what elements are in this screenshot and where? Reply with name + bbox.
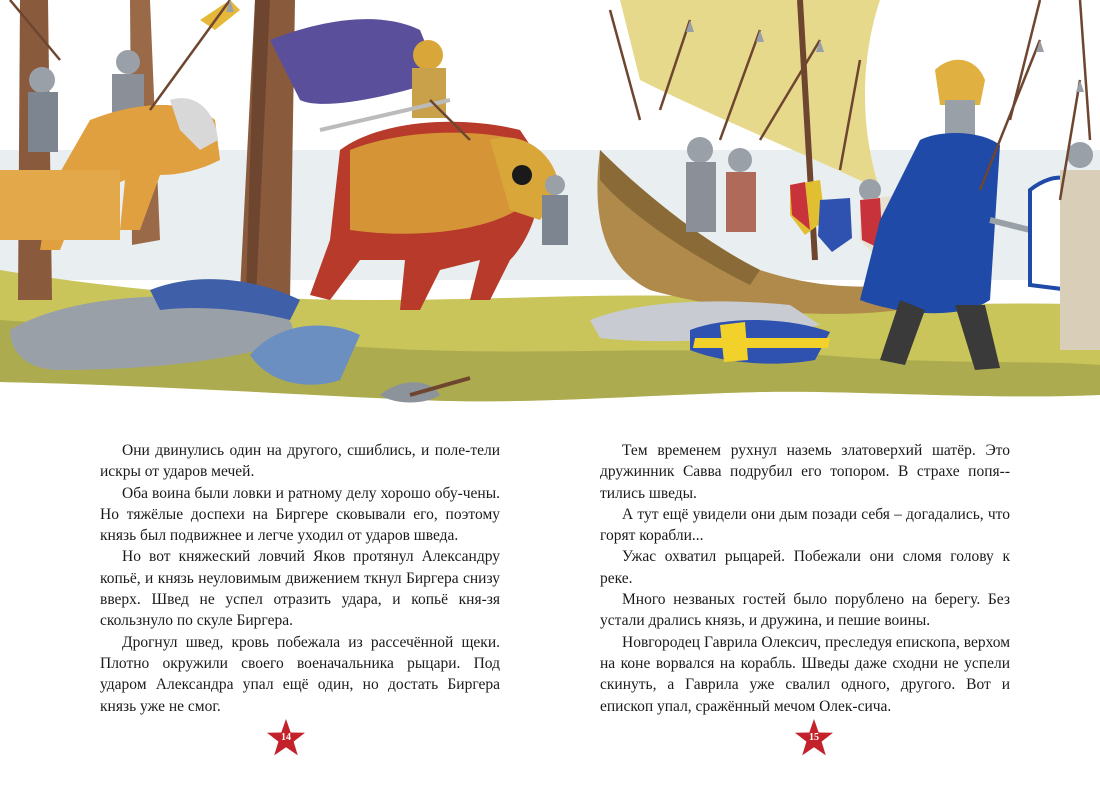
page-number: 14 [281,732,291,743]
paragraph: Но вот княжеский ловчий Яков протянул Александру копьё, и князь неуловимым движением ткнул Биргера снизу вверх. Швед не успел отразить удара, и копьё кня-зя скользнуло по скуле Биргера. [100,548,500,630]
page-number-badge-right [794,718,834,758]
paragraph: Много незваных гостей было порублено на берегу. Без устали дрались князь, и дружина, и пешие воины. [600,591,1010,630]
right-page-text [600,440,1010,717]
paragraph: А тут ещё увидели они дым позади себя – догадались, что горят корабли... [600,505,1010,545]
paragraph: Новгородец Гаврила Олексич, преследуя епископа, верхом на коне ворвался на корабль. Шведы даже сходни не успели скинуть, а Гаврила уже свалил одного, другого. Вот и епископ упал, сражённый мечом Олек-сича. [600,633,1010,715]
left-page-text [100,440,500,717]
paragraph: Они двинулись один на другого, сшиблись, и поле-тели искры от ударов мечей. [100,442,500,481]
page-number: 15 [809,732,819,743]
paragraph: Оба воина были ловки и ратному делу хорошо обу-чены. Но тяжёлые доспехи на Биргере сковывали его, поэтому князь был подвижнее и легче уходил от ударов шведа. [100,484,500,545]
paragraph: Тем временем рухнул наземь златоверхий шатёр. Это дружинник Савва подрубил его топором. В страхе попя-тились шведы. [600,442,1010,502]
page-number-badge-left [266,718,306,758]
paragraph: Ужас охватил рыцарей. Побежали они сломя голову к реке. [600,548,1010,587]
paragraph: Дрогнул швед, кровь побежала из рассечённой щеки. Плотно окружили своего военачальника рыцари. Под ударом Александра упал ещё один, но достать Биргера князь уже не смог. [100,633,500,715]
